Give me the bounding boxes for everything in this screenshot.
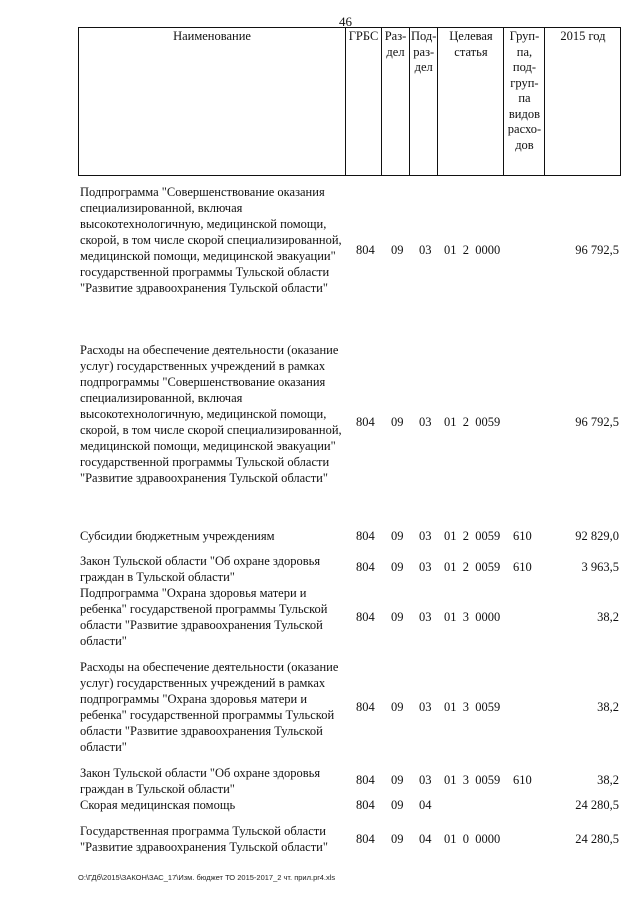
row-amount: 38,2	[597, 610, 619, 624]
row-razdel: 09	[391, 773, 404, 787]
header-celevaya: Целевая статья	[438, 28, 504, 176]
row-name: Государственная программа Тульской области "Развитие здравоохранения Тульской области"	[80, 824, 328, 854]
row-name: Подпрограмма "Охрана здоровья матери и ребенка" государственой программы Тульской области "Развитие здравоохранения Тульской области"	[80, 586, 328, 648]
header-name: Наименование	[79, 28, 346, 176]
page-number: 46	[339, 14, 352, 29]
row-name: Подпрограмма "Совершенствование оказания специализированной, включая высокотехнологичную, медицинской помощи, скорой, в том числе скорой специализированной, медицинской помощи, медицинской эвакуации" государственной программы Тульской области "Развитие здравоохранения Тульской области"	[80, 185, 342, 295]
table-header	[78, 27, 621, 176]
row-razdel: 09	[391, 243, 404, 257]
row-name: Закон Тульской области "Об охране здоровья граждан в Тульской области"	[80, 554, 321, 584]
row-vid: 610	[513, 529, 532, 543]
row-grbs: 804	[356, 560, 375, 574]
header-grbs: ГРБС	[346, 28, 382, 176]
row-celevaya: 01 2 0059	[444, 560, 501, 574]
row-celevaya: 01 2 0059	[444, 529, 501, 543]
row-podrazdel: 03	[419, 243, 432, 257]
row-grbs: 804	[356, 773, 375, 787]
row-amount: 38,2	[597, 700, 619, 714]
row-amount: 96 792,5	[575, 415, 619, 429]
row-celevaya: 01 3 0059	[444, 700, 501, 714]
row-podrazdel: 03	[419, 529, 432, 543]
row-razdel: 09	[391, 415, 404, 429]
file-path-footer: O:\ГДб\2015\ЗАКОН\ЗАС_17\Изм. бюджет ТО 2015-2017_2 чт. прил.pr4.xls	[78, 873, 336, 882]
row-amount: 3 963,5	[581, 560, 619, 574]
row-grbs: 804	[356, 832, 375, 846]
row-amount: 24 280,5	[575, 798, 619, 812]
row-name: Расходы на обеспечение деятельности (оказание услуг) государственных учреждений в рамках подпрограммы "Совершенствование оказания специализированной, включая высокотехнологичную, медицинской помощи, скорой, в том числе скорой специализированной, медицинской помощи, медицинской эвакуации" государственной программы Тульской области "Развитие здравоохранения Тульской области"	[80, 343, 342, 485]
row-grbs: 804	[356, 700, 375, 714]
row-amount: 24 280,5	[575, 832, 619, 846]
row-razdel: 09	[391, 610, 404, 624]
row-vid: 610	[513, 560, 532, 574]
row-celevaya: 01 2 0059	[444, 415, 501, 429]
row-podrazdel: 04	[419, 798, 432, 812]
header-vid: Груп- па, под- груп- па видов расхо- дов	[504, 28, 545, 176]
row-razdel: 09	[391, 832, 404, 846]
row-podrazdel: 03	[419, 560, 432, 574]
row-amount: 92 829,0	[575, 529, 619, 543]
row-amount: 96 792,5	[575, 243, 619, 257]
row-vid: 610	[513, 773, 532, 787]
row-grbs: 804	[356, 529, 375, 543]
row-amount: 38,2	[597, 773, 619, 787]
row-celevaya: 01 3 0000	[444, 610, 501, 624]
row-podrazdel: 03	[419, 415, 432, 429]
row-razdel: 09	[391, 700, 404, 714]
row-podrazdel: 03	[419, 610, 432, 624]
row-name: Скорая медицинская помощь	[80, 798, 236, 812]
row-grbs: 804	[356, 415, 375, 429]
header-podrazdel: Под- раз- дел	[410, 28, 438, 176]
row-grbs: 804	[356, 243, 375, 257]
header-year: 2015 год	[545, 28, 621, 176]
row-grbs: 804	[356, 798, 375, 812]
row-podrazdel: 03	[419, 700, 432, 714]
row-razdel: 09	[391, 560, 404, 574]
row-razdel: 09	[391, 529, 404, 543]
row-name: Субсидии бюджетным учреждениям	[80, 529, 275, 543]
row-celevaya: 01 3 0059	[444, 773, 501, 787]
header-razdel: Раз- дел	[382, 28, 410, 176]
row-podrazdel: 04	[419, 832, 432, 846]
row-name: Закон Тульской области "Об охране здоровья граждан в Тульской области"	[80, 766, 321, 796]
row-grbs: 804	[356, 610, 375, 624]
row-celevaya: 01 2 0000	[444, 243, 501, 257]
row-celevaya: 01 0 0000	[444, 832, 501, 846]
row-podrazdel: 03	[419, 773, 432, 787]
row-razdel: 09	[391, 798, 404, 812]
row-name: Расходы на обеспечение деятельности (оказание услуг) государственных учреждений в рамках подпрограммы "Охрана здоровья матери и ребенка" государственной программы Тульской области "Развитие здравоохранения Тульской области"	[80, 660, 339, 754]
